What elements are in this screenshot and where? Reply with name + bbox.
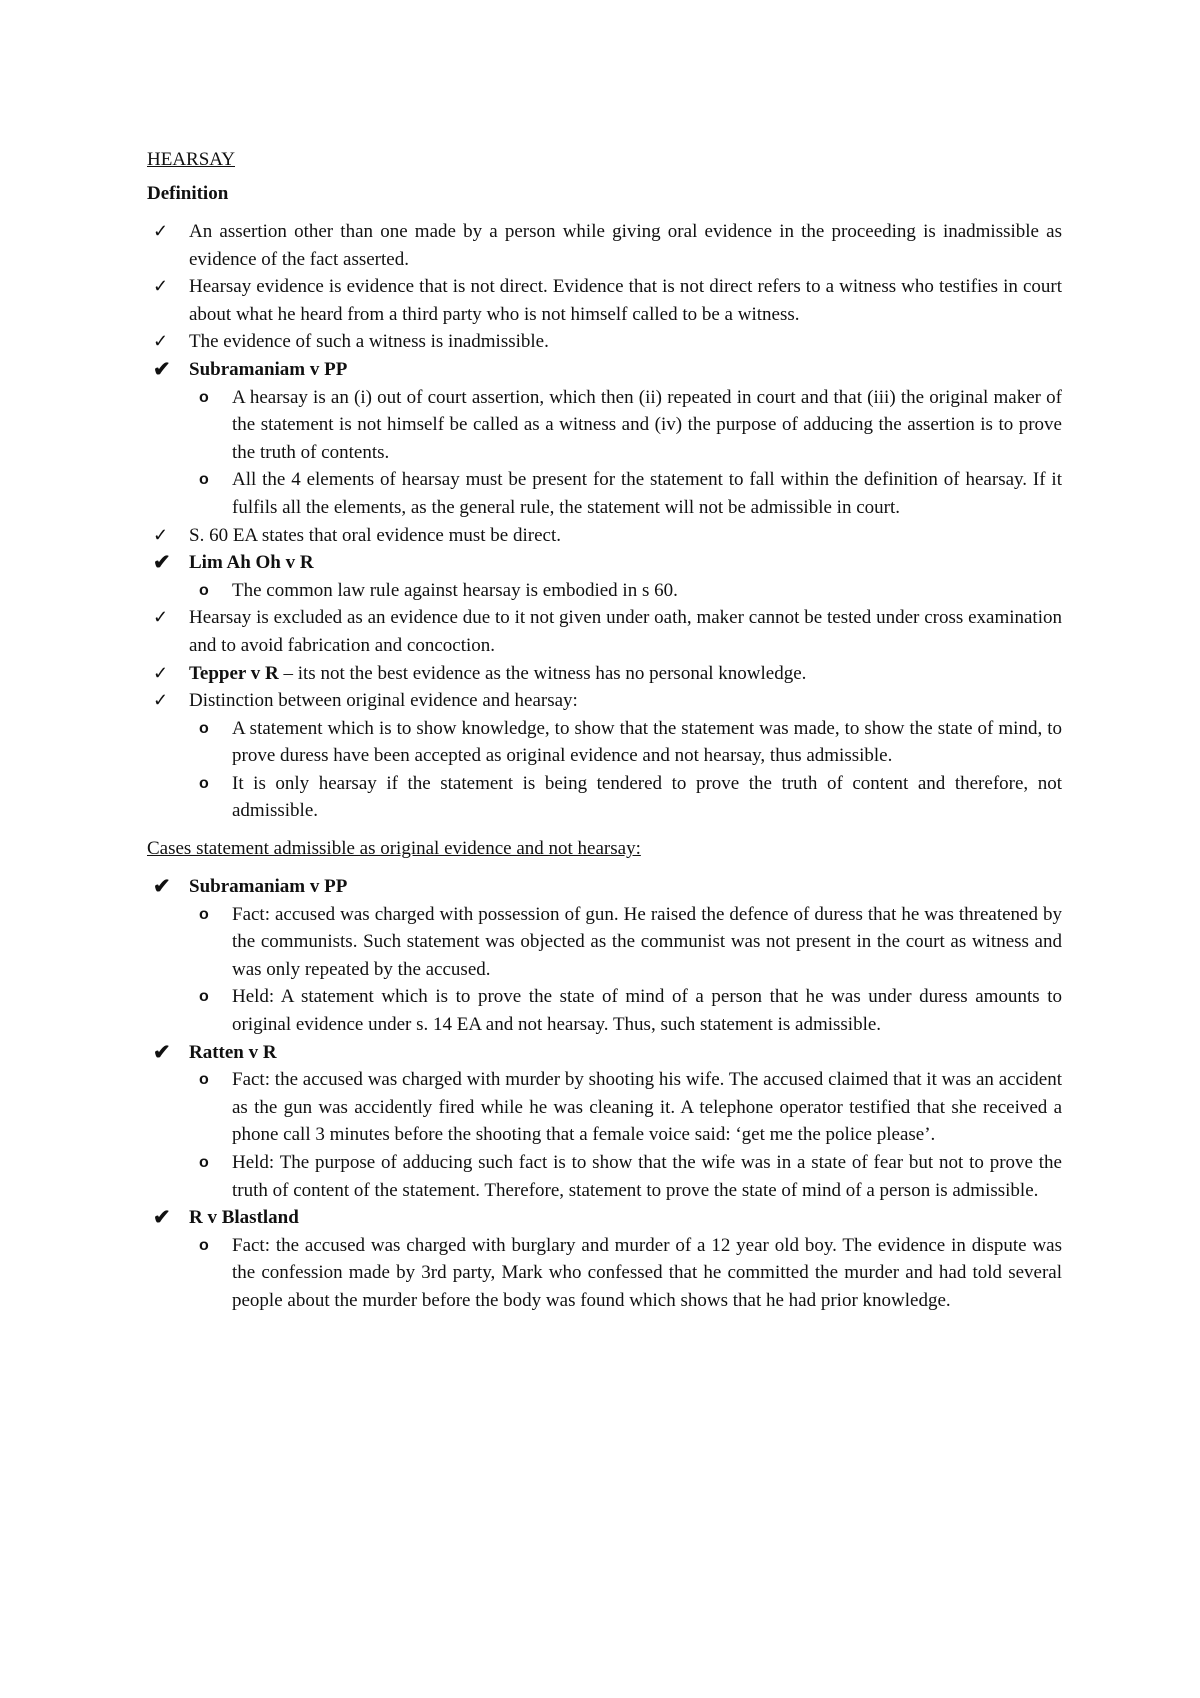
- check-icon: ✓: [153, 221, 169, 241]
- sub-list-item: [147, 466, 1062, 521]
- item-text: Fact: the accused was charged with murder by shooting his wife. The accused claimed that it was an accident as the gun was accidently fired while he was cleaning it. A telephone operator testified that she received a phone call 3 minutes before the shooting that a female voice said: ‘get me the police please’.: [232, 1069, 1062, 1146]
- list-item: [147, 522, 1062, 550]
- heavy-check-icon: ✔: [153, 356, 171, 381]
- document-page: [147, 148, 1062, 1315]
- sub-list-item: [147, 901, 1062, 984]
- item-text: Held: The purpose of adducing such fact is to show that the wife was in a state of fear but not to prove the truth of content of the statement. Therefore, statement to prove the state of mind of a person is admissible.: [232, 1152, 1062, 1201]
- sub-list-item: [147, 384, 1062, 467]
- sub-list-item: [147, 1149, 1062, 1204]
- o-bullet-icon: o: [199, 774, 209, 792]
- item-text: S. 60 EA states that oral evidence must be direct.: [189, 524, 561, 546]
- item-text: Fact: accused was charged with possession of gun. He raised the defence of duress that he was threatened by the communists. Such statement was objected as the communist was not present in the court as witness and was only repeated by the accused.: [232, 903, 1062, 980]
- o-bullet-icon: o: [199, 988, 209, 1006]
- heavy-check-icon: ✔: [153, 1039, 171, 1064]
- list-item: [147, 687, 1062, 715]
- list-item: [147, 218, 1062, 273]
- cases-heading: Cases statement admissible as original evidence and not hearsay:: [147, 838, 641, 860]
- case-name: Lim Ah Oh v R: [189, 552, 314, 574]
- o-bullet-icon: o: [199, 719, 209, 737]
- case-list-item: [147, 356, 1062, 384]
- check-icon: ✓: [153, 690, 169, 711]
- sub-list-item: [147, 983, 1062, 1038]
- item-text: Held: A statement which is to prove the state of mind of a person that he was under duress amounts to original evidence under s. 14 EA and not hearsay. Thus, such statement is admissible.: [232, 986, 1062, 1036]
- o-bullet-icon: o: [199, 581, 209, 599]
- item-text: Hearsay evidence is evidence that is not direct. Evidence that is not direct refers to a witness who testifies in court about what he heard from a third party who is not himself called to be a witness.: [189, 276, 1062, 325]
- item-text: The evidence of such a witness is inadmissible.: [189, 331, 549, 353]
- item-text: Distinction between original evidence and hearsay:: [189, 690, 578, 712]
- case-list-item: [147, 660, 1062, 688]
- case-name: Subramaniam v PP: [189, 358, 348, 380]
- check-icon: ✓: [153, 331, 169, 352]
- case-list-item: [147, 1039, 1062, 1067]
- item-text: The common law rule against hearsay is embodied in s 60.: [232, 579, 678, 601]
- item-text: Fact: the accused was charged with burglary and murder of a 12 year old boy. The evidence in dispute was the confession made by 3rd party, Mark who confessed that he committed the murder and had told several people about the murder before the body was found which shows that he had prior knowledge.: [232, 1234, 1062, 1311]
- o-bullet-icon: o: [199, 388, 209, 406]
- cases-list: [147, 873, 1062, 1315]
- heavy-check-icon: ✔: [153, 1205, 171, 1230]
- definition-list: [147, 218, 1062, 825]
- case-list-item: [147, 873, 1062, 901]
- case-list-item: [147, 1204, 1062, 1232]
- check-icon: ✓: [153, 607, 169, 628]
- item-text: – its not the best evidence as the witness has no personal knowledge.: [278, 662, 807, 684]
- o-bullet-icon: o: [199, 1071, 209, 1089]
- heavy-check-icon: ✔: [153, 874, 171, 899]
- case-name: Subramaniam v PP: [189, 876, 348, 898]
- case-name: Tepper v R: [189, 662, 279, 684]
- definition-heading: Definition: [147, 183, 229, 204]
- item-text: A hearsay is an (i) out of court assertion, which then (ii) repeated in court and that (iii) the original maker of the statement is not himself be called as a witness and (iv) the purpose of adducing the assertion is to prove the truth of contents.: [232, 386, 1062, 463]
- sub-list-item: [147, 1232, 1062, 1315]
- item-text: All the 4 elements of hearsay must be present for the statement to fall within the definition of hearsay. If it fulfils all the elements, as the general rule, the statement will not be admissible in court.: [232, 469, 1062, 518]
- case-list-item: [147, 549, 1062, 577]
- o-bullet-icon: o: [199, 1236, 209, 1254]
- o-bullet-icon: o: [199, 905, 209, 923]
- sub-list-item: [147, 577, 1062, 605]
- item-text: A statement which is to show knowledge, to show that the statement was made, to show the state of mind, to prove duress have been accepted as original evidence and not hearsay, thus admissible.: [232, 717, 1062, 767]
- sub-list-item: [147, 1066, 1062, 1149]
- item-text: It is only hearsay if the statement is being tendered to prove the truth of content and therefore, not admissible.: [232, 772, 1062, 822]
- check-icon: ✓: [153, 662, 169, 683]
- sub-list-item: [147, 770, 1062, 825]
- check-icon: ✓: [153, 276, 169, 297]
- check-icon: ✓: [153, 524, 169, 545]
- heavy-check-icon: ✔: [153, 550, 171, 575]
- o-bullet-icon: o: [199, 1154, 209, 1171]
- list-item: [147, 604, 1062, 659]
- o-bullet-icon: o: [199, 471, 209, 489]
- document-title: HEARSAY: [147, 149, 235, 170]
- item-text: Hearsay is excluded as an evidence due to it not given under oath, maker cannot be tested under cross examination and to avoid fabrication and concoction.: [189, 607, 1062, 656]
- list-item: [147, 328, 1062, 356]
- case-name: R v Blastland: [189, 1207, 299, 1229]
- sub-list-item: [147, 715, 1062, 770]
- list-item: [147, 273, 1062, 328]
- item-text: An assertion other than one made by a person while giving oral evidence in the proceeding is inadmissible as evidence of the fact asserted.: [189, 221, 1062, 270]
- case-name: Ratten v R: [189, 1041, 277, 1063]
